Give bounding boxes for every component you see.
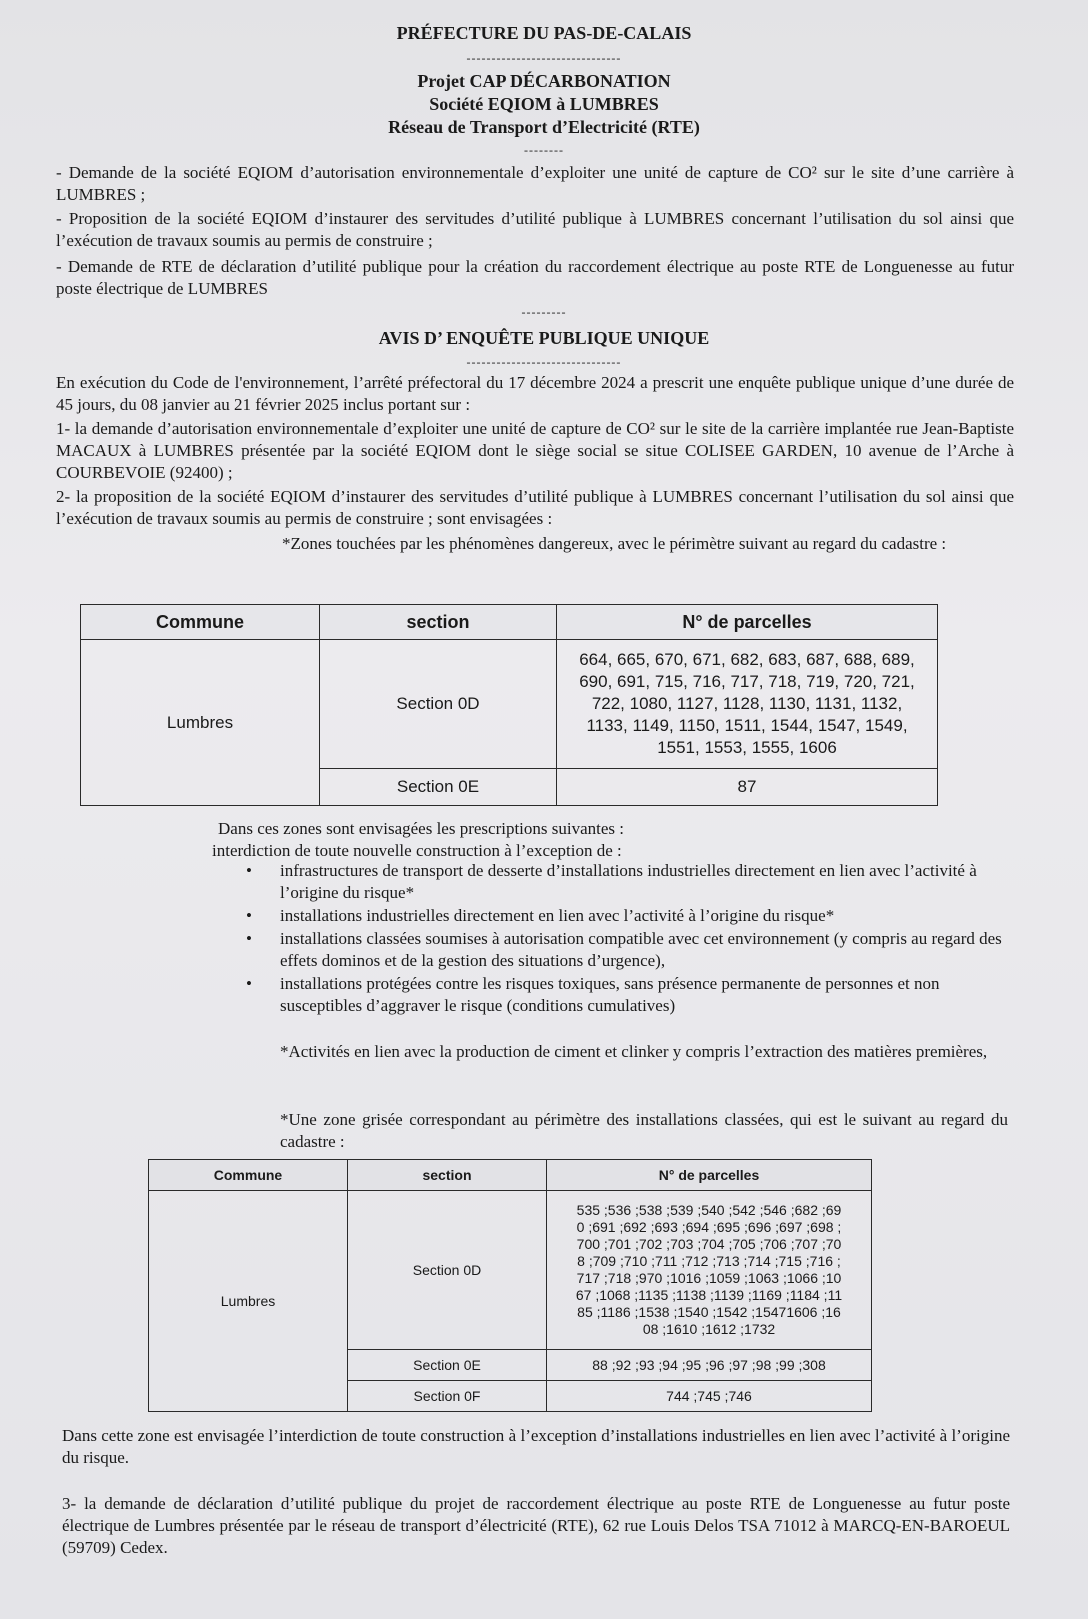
intro-item-co2: - Demande de la société EQIOM d’autorisation environnementale d’exploiter une unité de capture de CO² sur le site d’une carrière à LUMBRES ; [56,163,1014,204]
parcels-table-hazard-zones [80,604,938,806]
commune-cell: Lumbres [81,640,320,806]
avis-paragraph: En exécution du Code de l'environnement, l’arrêté préfectoral du 17 décembre 2024 a prescrit une enquête publique unique d’une durée de 45 jours, du 08 janvier au 21 février 2025 inclus portant sur : [56,373,1014,414]
column-header-parcels: N° de parcelles [557,605,938,640]
company-title: Société EQIOM à LUMBRES [429,94,659,114]
column-header-section: section [320,605,557,640]
column-header-commune: Commune [81,605,320,640]
parcels-cell: 88 ;92 ;93 ;94 ;95 ;96 ;97 ;98 ;99 ;308 [547,1350,872,1381]
parcels-cell: 87 [557,769,938,806]
table-header-row [149,1160,872,1191]
parcels-table-classified-installations [148,1159,872,1412]
parcels-cell: 664, 665, 670, 671, 682, 683, 687, 688, 689, 690, 691, 715, 716, 717, 718, 719, 720, 721, 722, 1080, 1127, 1128, 1130, 1131, 1132, 1133, 1149, 1150, 1511, 1544, 1547, 1549, 1551, 1553, 1555, 1606 [557,640,938,769]
separator: ------------------------------- [466,51,622,65]
section-cell: Section 0E [320,769,557,806]
column-header-commune: Commune [149,1160,348,1191]
commune-cell: Lumbres [149,1191,348,1412]
parcels-cell: 535 ;536 ;538 ;539 ;540 ;542 ;546 ;682 ;69 0 ;691 ;692 ;693 ;694 ;695 ;696 ;697 ;698 ; 700 ;701 ;702 ;703 ;704 ;705 ;706 ;707 ;70 8 ;709 ;710 ;711 ;712 ;713 ;714 ;715 ;716 ; 717 ;718 ;970 ;1016 ;1059 ;1063 ;1066 ;10 67 ;1068 ;1135 ;1138 ;1139 ;1169 ;1184 ;11 85 ;1186 ;1538 ;1540 ;1542 ;15471606 ;16 08 ;1610 ;1612 ;1732 [547,1191,872,1350]
list-item: • installations industrielles directement en lien avec l’activité à l’origine du risque* [246,906,835,925]
prescriptions-intro: Dans ces zones sont envisagées les prescriptions suivantes : [218,819,625,838]
network-title: Réseau de Transport d’Electricité (RTE) [388,117,700,137]
parcels-cell: 744 ;745 ;746 [547,1381,872,1412]
bullet-icon: • [246,974,252,993]
zones-note: *Zones touchées par les phénomènes dangereux, avec le périmètre suivant au regard du cadastre : [282,534,947,553]
separator: --------- [521,305,567,319]
avis-point-1: 1- la demande d’autorisation environnementale d’exploiter une unité de capture de CO² sur le site de la carrière implantée rue Jean-Baptiste MACAUX à LUMBRES présentée par la société EQIOM dont le siège social se situe COLISEE GARDEN, 10 avenue de l’Arche à COURBEVOIE (92400) ; [56,419,1014,482]
project-title: Projet CAP DÉCARBONATION [417,71,671,91]
separator: -------- [524,143,564,157]
intro-item-rte: - Demande de RTE de déclaration d’utilité publique pour la création du raccordement électrique au poste RTE de Longuenesse au futur poste électrique de LUMBRES [56,257,1014,298]
section-cell: Section 0D [348,1191,547,1350]
intro-item-servitudes: - Proposition de la société EQIOM d’instaurer des servitudes d’utilité publique à LUMBRES concernant l’utilisation du sol ainsi que l’exécution de travaux soumis au permis de construire ; [56,209,1014,250]
prescriptions-list [240,860,1010,1018]
section-cell: Section 0F [348,1381,547,1412]
column-header-parcels: N° de parcelles [547,1160,872,1191]
bullet-icon: • [246,861,252,880]
bullet-icon: • [246,906,252,925]
zone-interdiction-paragraph: Dans cette zone est envisagée l’interdiction de toute construction à l’exception d’installations industrielles en lien avec l’activité à l’origine du risque. [62,1426,1010,1467]
table-header-row [81,605,938,640]
prefecture-title: PRÉFECTURE DU PAS-DE-CALAIS [396,23,692,43]
table-row [81,640,938,769]
section-cell: Section 0E [348,1350,547,1381]
activities-note: *Activités en lien avec la production de ciment et clinker y compris l’extraction des matières premières, [280,1042,988,1061]
section-cell: Section 0D [320,640,557,769]
grey-zone-note: *Une zone grisée correspondant au périmètre des installations classées, qui est le suivant au regard du cadastre : [280,1110,1008,1151]
list-item: • installations classées soumises à autorisation compatible avec cet environnement (y compris au regard des effets dominos et de la gestion des situations d’urgence), [246,929,1002,970]
separator: ------------------------------- [466,355,622,369]
table-row [149,1191,872,1350]
list-item: • installations protégées contre les risques toxiques, sans présence permanente de personnes et non susceptibles d’aggraver le risque (conditions cumulatives) [246,974,940,1015]
list-item: • infrastructures de transport de desserte d’installations industrielles directement en lien avec l’activité à l’origine du risque* [246,861,977,902]
avis-point-3: 3- la demande de déclaration d’utilité publique du projet de raccordement électrique au poste RTE de Longuenesse au futur poste électrique de Lumbres présentée par le réseau de transport d’électricité (RTE), 62 rue Louis Delos TSA 71012 à MARCQ-EN-BAROEUL (59709) Cedex. [62,1494,1010,1557]
column-header-section: section [348,1160,547,1191]
bullet-icon: • [246,929,252,948]
avis-title: AVIS D’ ENQUÊTE PUBLIQUE UNIQUE [378,328,710,348]
prescriptions-interdiction: interdiction de toute nouvelle construction à l’exception de : [212,841,622,860]
avis-point-2: 2- la proposition de la société EQIOM d’instaurer des servitudes d’utilité publique à LUMBRES concernant l’utilisation du sol ainsi que l’exécution de travaux soumis au permis de construire ; sont envisagées : [56,487,1014,528]
